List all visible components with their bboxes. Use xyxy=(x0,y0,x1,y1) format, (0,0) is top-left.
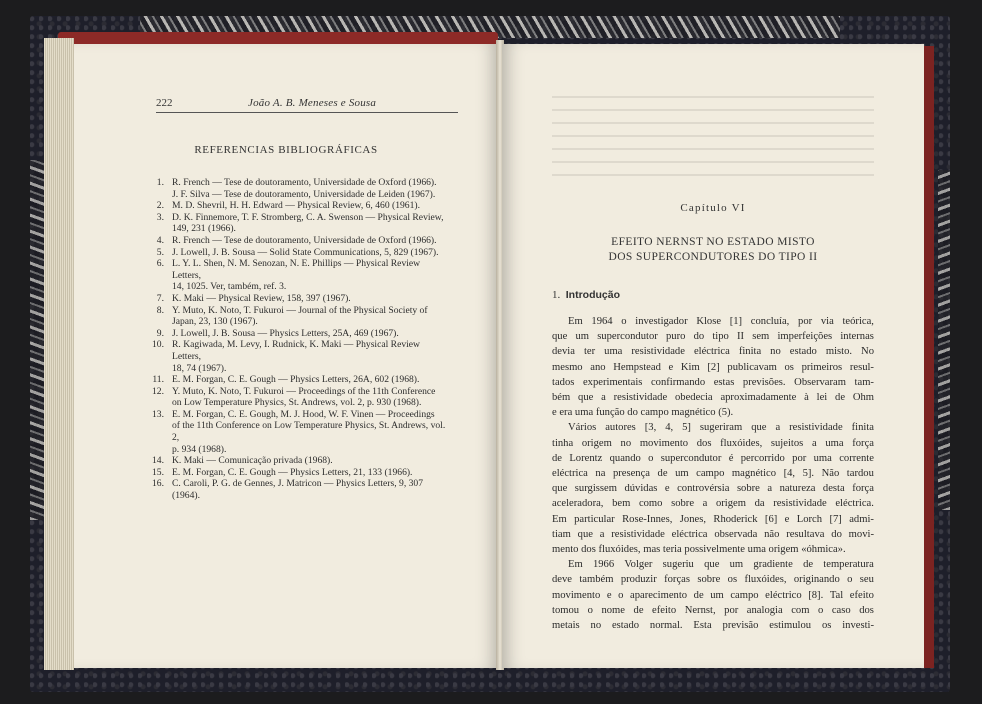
reference-number: 6. xyxy=(156,258,164,270)
reference-number: 5. xyxy=(156,246,164,258)
reference-line: J. Lowell, J. B. Sousa — Solid State Communications, 5, 829 (1967). xyxy=(172,246,439,258)
reference-item xyxy=(146,293,446,305)
body-line: mesmo ano Hempstead e Kim [2] publicavam os primeiros resul- xyxy=(552,361,874,373)
body-line: que surgissem dúvidas e controvérsia sobre a natureza desta força xyxy=(552,483,874,495)
body-line: metais no estado normal. Esta previsão estimulou os investi- xyxy=(552,620,874,632)
body-line: mento dos fluxóides, mas teria possivelmente uma origem «óhmica». xyxy=(552,544,846,556)
reference-item xyxy=(146,478,446,501)
reference-line: L. Y. L. Shen, N. M. Senozan, N. E. Phillips — Physical Review Letters, xyxy=(172,258,421,281)
page-block-edges xyxy=(44,38,74,670)
reference-line: C. Caroli, P. G. de Gennes, J. Matricon — Physics Letters, 9, 307 (1964). xyxy=(172,478,424,502)
reference-line: E. M. Forgan, C. E. Gough, M. J. Hood, W. F. Vinen — Proceedings xyxy=(172,408,435,420)
reference-number: 4. xyxy=(156,234,164,246)
reference-line: E. M. Forgan, C. E. Gough — Physics Letters, 26A, 602 (1968). xyxy=(172,374,420,386)
reference-number: 3. xyxy=(156,211,164,223)
reference-line: M. D. Shevril, H. H. Edward — Physical Review, 6, 460 (1961). xyxy=(172,200,420,212)
reference-number: 15. xyxy=(152,466,164,478)
reference-item xyxy=(146,177,446,200)
reference-item xyxy=(146,374,446,386)
reference-number: 8. xyxy=(156,304,164,316)
reference-line: D. K. Finnemore, T. F. Stromberg, C. A. Swenson — Physical Review, xyxy=(172,211,444,223)
marbled-cover-right xyxy=(938,170,950,510)
chapter-title-line-1: EFEITO NERNST NO ESTADO MISTO xyxy=(611,236,815,248)
reference-number: 12. xyxy=(152,385,164,397)
page-number: 222 xyxy=(156,97,173,109)
reference-number: 1. xyxy=(156,177,164,188)
reference-item xyxy=(146,409,446,455)
reference-line: K. Maki — Physical Review, 158, 397 (1967). xyxy=(172,292,351,304)
red-page-edge-top xyxy=(58,32,498,44)
section-title: Introdução xyxy=(565,289,620,301)
body-line: tomou o nome de efeito Nernst, por analogia com o caso dos xyxy=(552,604,874,616)
reference-item xyxy=(146,235,446,247)
body-line: movimento e o aparecimento de um campo eléctrico [8]. Tal efeito xyxy=(552,589,874,601)
body-line: tados experimentais confirmando estas previsões. Observaram tam- xyxy=(552,376,874,388)
references-list xyxy=(146,177,446,502)
reference-number: 2. xyxy=(156,200,164,212)
red-page-edge-right xyxy=(924,46,934,668)
reference-line: R. Kagiwada, M. Levy, I. Rudnick, K. Maki — Physical Review Letters, xyxy=(172,339,420,362)
chapter-label: Capítulo VI xyxy=(680,202,746,214)
reference-number: 10. xyxy=(152,339,164,351)
body-line: Em 1966 Volger sugeriu que um gradiente de temperatura xyxy=(568,559,874,571)
reference-line: p. 934 (1968). xyxy=(172,443,227,455)
marbled-cover-left xyxy=(30,160,44,520)
reference-line: 18, 74 (1967). xyxy=(172,362,227,374)
reference-number: 11. xyxy=(152,374,164,386)
reference-item xyxy=(146,247,446,259)
reference-line: 14, 1025. Ver, também, ref. 3. xyxy=(172,281,287,293)
body-line: deve também produzir forças sobre os fluxóides, originando o seu xyxy=(552,574,874,586)
reference-line: Y. Muto, K. Noto, T. Fukuroi — Proceedings of the 11th Conference xyxy=(172,385,436,397)
body-line: devia ter uma resistividade eléctrica finita no estado misto. No xyxy=(552,346,874,358)
reference-line: of the 11th Conference on Low Temperature Physics, St. Andrews, vol. 2, xyxy=(172,420,446,444)
reference-line: K. Maki — Comunicação privada (1968). xyxy=(172,455,333,467)
running-header-author: João A. B. Meneses e Sousa xyxy=(248,97,377,109)
reference-item xyxy=(146,200,446,212)
body-line: bém que a resistividade obedecia aproximadamente à lei de Ohm xyxy=(552,392,874,404)
left-page xyxy=(74,44,498,668)
reference-line: Y. Muto, K. Noto, T. Fukuroi — Journal of the Physical Society of xyxy=(172,304,428,316)
body-line: Vários autores [3, 4, 5] sugeriram que a resistividade finita xyxy=(568,422,874,434)
chapter-title-line-2: DOS SUPERCONDUTORES DO TIPO II xyxy=(608,251,818,263)
reference-line: Japan, 23, 130 (1967). xyxy=(172,316,258,328)
reference-item xyxy=(146,386,446,409)
reference-line: J. F. Silva — Tese de doutoramento, Universidade de Leiden (1967). xyxy=(172,188,436,200)
show-through-text xyxy=(552,96,874,186)
body-line: tinha origem no movimento dos fluxóides, sujeitos a uma força xyxy=(552,437,874,449)
reference-line: R. French — Tese de doutoramento, Universidade de Oxford (1966). xyxy=(172,177,437,188)
reference-line: 149, 231 (1966). xyxy=(172,223,236,235)
reference-item xyxy=(146,339,446,374)
body-text xyxy=(552,314,874,633)
right-page xyxy=(502,44,924,668)
reference-line: R. French — Tese de doutoramento, Universidade de Oxford (1966). xyxy=(172,234,437,246)
section-number: 1. xyxy=(552,289,561,301)
reference-line: on Low Temperature Physics, St. Andrews, vol. 2, p. 930 (1968). xyxy=(172,397,422,409)
reference-number: 7. xyxy=(156,292,164,304)
body-line: aceleradora, bem como sobre a origem da resistividade eléctrica. xyxy=(552,498,874,510)
reference-item xyxy=(146,212,446,235)
reference-number: 13. xyxy=(152,408,164,420)
body-line: tiam que a resistividade eléctrica observada não resultava do movi- xyxy=(552,528,874,540)
reference-number: 9. xyxy=(156,327,164,339)
reference-item xyxy=(146,467,446,479)
reference-line: J. Lowell, J. B. Sousa — Physics Letters, 25A, 469 (1967). xyxy=(172,327,399,339)
body-line: Em 1964 o investigador Klose [1] concluía, por via teórica, xyxy=(568,316,874,327)
body-line: eléctrica na presença de um campo magnético [4, 5]. Não tardou xyxy=(552,468,874,480)
body-line: de Lorentz quando o supercondutor é percorrido por uma corrente xyxy=(552,452,874,464)
reference-number: 16. xyxy=(152,478,164,490)
reference-line: E. M. Forgan, C. E. Gough — Physics Letters, 21, 133 (1966). xyxy=(172,466,413,478)
body-line: Em particular Rose-Innes, Jones, Rhoderick [6] e Lorch [7] admi- xyxy=(552,513,874,525)
section-heading xyxy=(552,289,620,301)
references-heading: REFERENCIAS BIBLIOGRÁFICAS xyxy=(194,144,378,156)
running-header xyxy=(156,94,458,113)
body-line: e era uma função do campo magnético (5). xyxy=(552,407,734,419)
reference-item xyxy=(146,328,446,340)
reference-item xyxy=(146,455,446,467)
reference-number: 14. xyxy=(152,455,164,467)
reference-item xyxy=(146,258,446,293)
body-line: que um supercondutor puro do tipo II sem imperfeições internas xyxy=(552,331,874,343)
reference-item xyxy=(146,305,446,328)
